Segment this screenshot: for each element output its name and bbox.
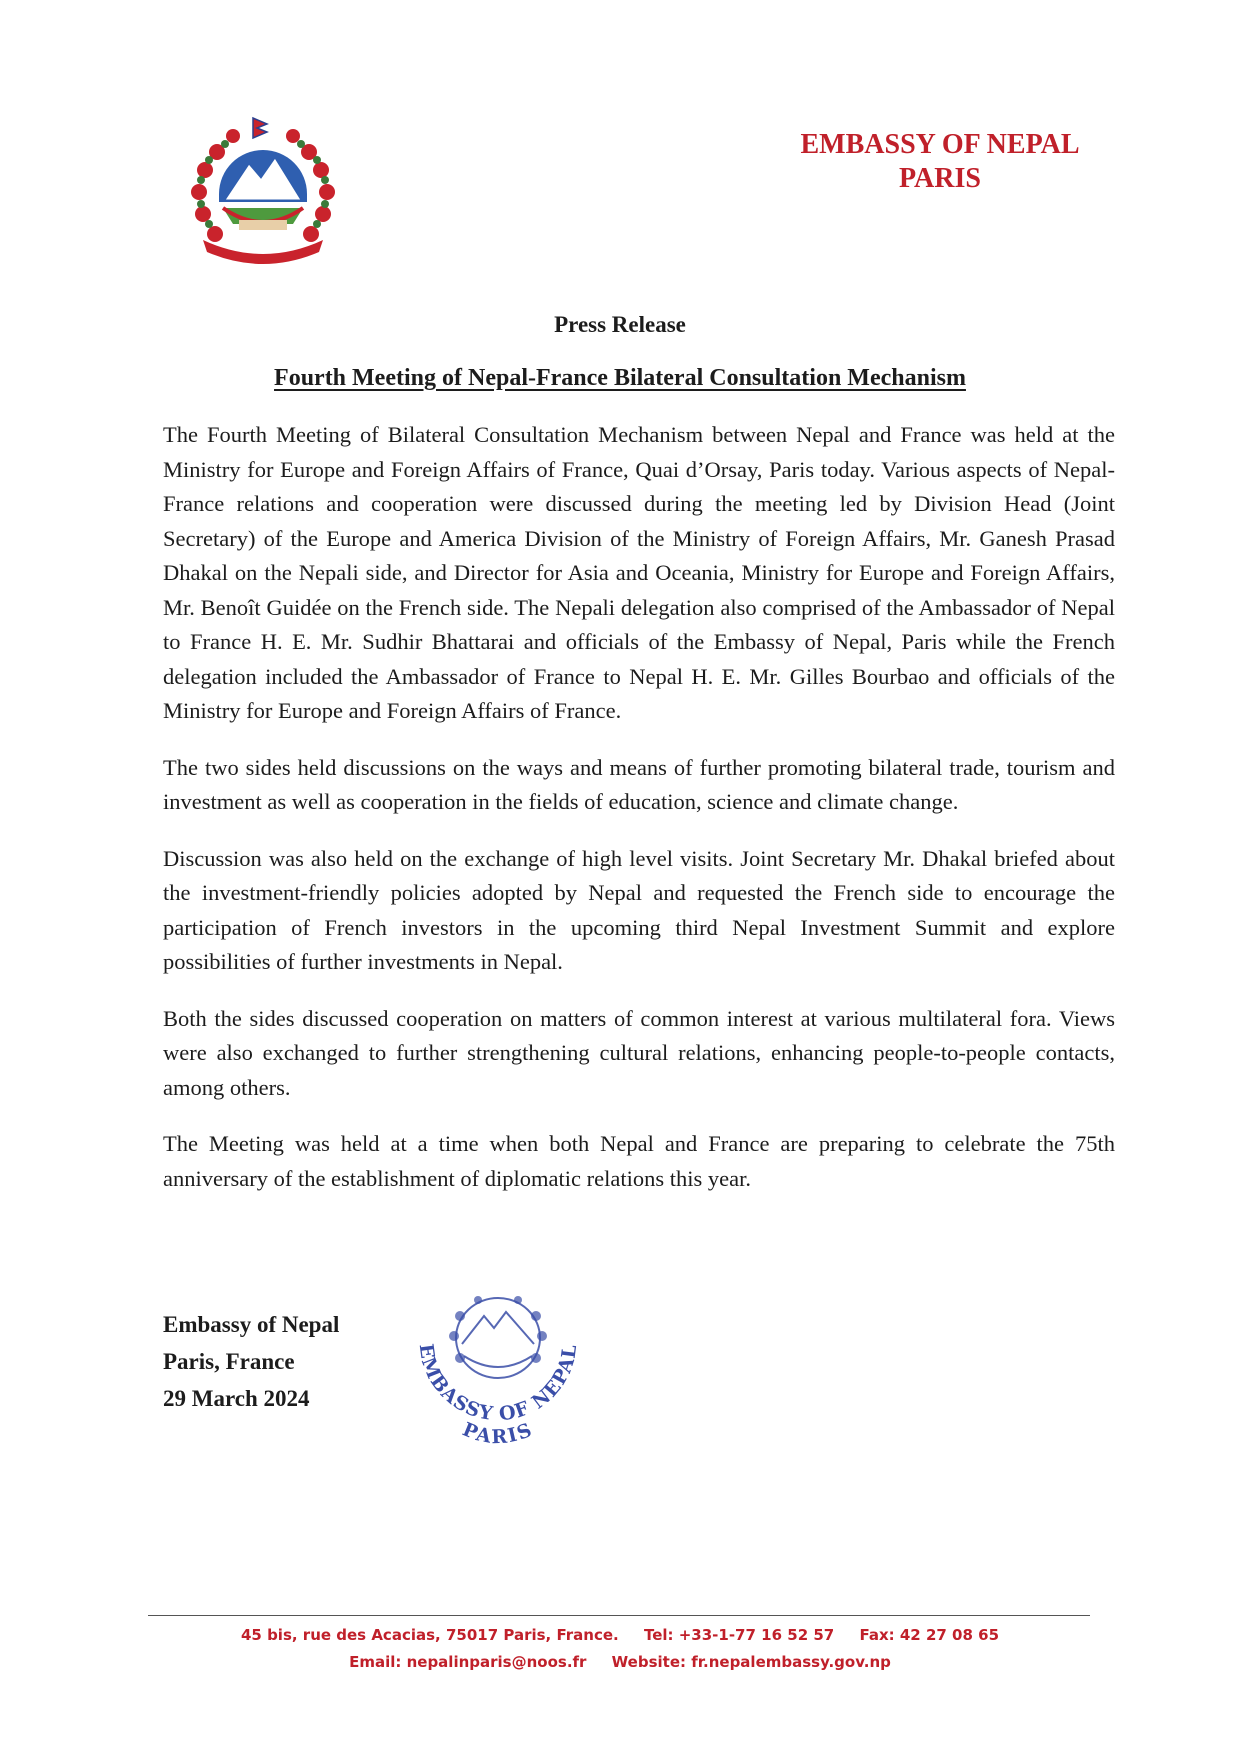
footer-website-link[interactable]: Website: fr.nepalembassy.gov.np — [611, 1653, 891, 1671]
svg-text:PARIS: PARIS — [459, 1418, 537, 1449]
header-city: PARIS — [899, 163, 981, 194]
signoff-block — [163, 1306, 339, 1417]
body-paragraph: Both the sides discussed cooperation on matters of common interest at various multilateral fora. Views were also exchanged to further strengthening cultural relations, enhancing people-to-people contacts, among others. — [163, 1005, 1115, 1100]
body-paragraph: The Meeting was held at a time when both Nepal and France are preparing to celebrate the 75th anniversary of the establishment of diplomatic relations this year. — [163, 1131, 1115, 1191]
body-paragraph: The Fourth Meeting of Bilateral Consultation Mechanism between Nepal and France was held at the Ministry for Europe and Foreign Affairs of France, Quai d’Orsay, Paris today. Various aspects of Nepal-France relations and cooperation were discussed during the meeting led by Division Head (Joint Secretary) of the Europe and America Division of the Ministry of Foreign Affairs, Mr. Ganesh Prasad Dhakal on the Nepali side, and Director for Asia and Oceania, Ministry for Europe and Foreign Affairs, Mr. Benoît Guidée on the French side. The Nepali delegation also comprised of the Ambassador of Nepal to France H. E. Mr. Sudhir Bhattarai and officials of the Embassy of Nepal, Paris while the French delegation included the Ambassador of France to Nepal H. E. Mr. Gilles Bourbao and officials of the Ministry for Europe and Foreign Affairs of France. — [163, 422, 1115, 723]
embassy-header — [770, 128, 1110, 196]
body-paragraph: The two sides held discussions on the ways and means of further promoting bilateral trade, tourism and investment as well as cooperation in the fields of education, science and climate change. — [163, 754, 1115, 814]
header-org-name: EMBASSY OF NEPAL — [800, 129, 1080, 160]
signoff-location: Paris, France — [163, 1349, 295, 1374]
nepal-coat-of-arms-icon — [183, 112, 343, 267]
footer-fax: Fax: 42 27 08 65 — [859, 1626, 1000, 1644]
signoff-date: 29 March 2024 — [163, 1386, 310, 1411]
footer-email-link[interactable]: Email: nepalinparis@noos.fr — [349, 1653, 587, 1671]
signoff-org: Embassy of Nepal — [163, 1312, 340, 1337]
body-paragraph: Discussion was also held on the exchange of high level visits. Joint Secretary Mr. Dhakal briefed about the investment-friendly policies adopted by Nepal and requested the French side to encourage the participation of French investors in the upcoming third Nepal Investment Summit and explore possibilities of further investments in Nepal. — [163, 845, 1115, 974]
document-title: Fourth Meeting of Nepal-France Bilateral Consultation Mechanism — [274, 365, 966, 391]
footer-tel: Tel: +33-1-77 16 52 57 — [643, 1626, 835, 1644]
footer-contact — [0, 1622, 1240, 1676]
footer-divider — [148, 1615, 1090, 1616]
document-body — [163, 418, 1115, 1218]
document-label: Press Release — [554, 312, 686, 337]
svg-text:EMBASSY OF NEPAL: EMBASSY OF NEPAL — [414, 1342, 582, 1426]
embassy-seal-stamp-icon — [398, 1282, 598, 1452]
footer-address: 45 bis, rue des Acacias, 75017 Paris, France. — [240, 1626, 619, 1644]
